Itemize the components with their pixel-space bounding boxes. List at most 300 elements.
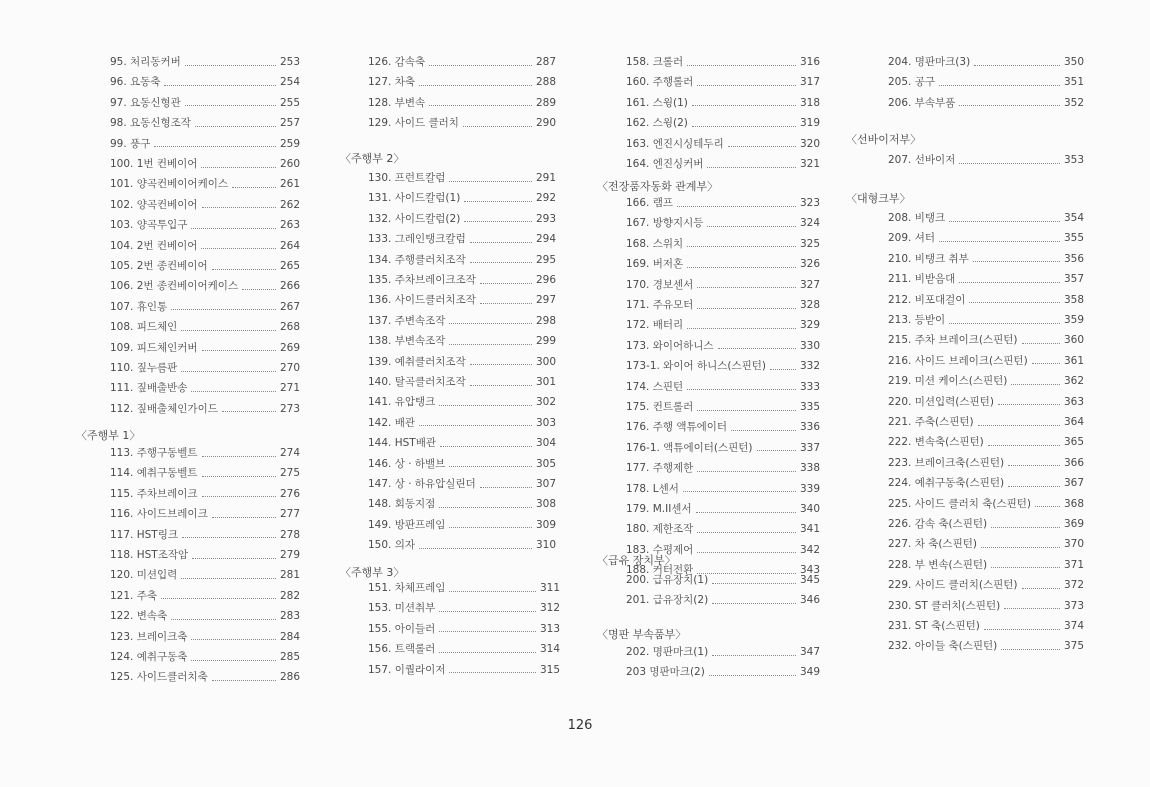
index-entry [368, 93, 556, 113]
dot-leader [1022, 343, 1060, 344]
entry-page-number: 321 [799, 158, 820, 170]
entry-page-number: 341 [799, 523, 820, 536]
entry-label: 131. 사이드칼럼(1) [368, 192, 461, 205]
index-entry [626, 295, 820, 315]
entry-page-number: 370 [1063, 538, 1084, 551]
index-entry [888, 534, 1084, 554]
entry-page-number: 296 [535, 274, 556, 286]
entry-page-number: 284 [279, 630, 300, 643]
dot-leader [201, 167, 276, 168]
section-heading: 〈주행부 1〉 [76, 429, 141, 442]
entry-label: 176-1. 액튜에이터(스핀턴) [626, 441, 753, 454]
dot-leader [712, 583, 796, 584]
dot-leader [949, 221, 1060, 222]
index-entry [368, 331, 556, 351]
dot-leader [449, 344, 532, 345]
index-entry [888, 249, 1084, 269]
page-number: 126 [567, 718, 593, 733]
entry-page-number: 309 [535, 518, 556, 531]
dot-leader [687, 246, 796, 247]
entry-page-number: 275 [279, 467, 300, 480]
entry-page-number: 262 [279, 198, 300, 211]
dot-leader [463, 126, 532, 127]
entry-label: 112. 짚배출체인가이드 [110, 402, 218, 415]
entry-page-number: 292 [535, 192, 556, 205]
dot-leader [949, 323, 1060, 324]
dot-leader [939, 241, 1060, 242]
entry-label: 125. 사이드클러치축 [110, 671, 208, 684]
dot-leader [697, 85, 796, 86]
entry-label: 147. 상 · 하유압실린더 [368, 478, 476, 490]
entry-page-number: 364 [1063, 416, 1084, 428]
entry-page-number: 318 [799, 96, 820, 109]
dot-leader [697, 287, 796, 288]
index-entry [888, 93, 1084, 113]
dot-leader [969, 302, 1060, 303]
dot-leader [429, 105, 532, 106]
entry-label: 168. 스위치 [626, 237, 684, 250]
entry-label: 129. 사이드 클러치 [368, 117, 459, 130]
entry-page-number: 267 [279, 300, 300, 313]
entry-label: 167. 방향지시등 [626, 217, 704, 230]
entry-page-number: 327 [799, 278, 820, 291]
entry-label: 225. 사이드 클러치 축(스핀턴) [888, 497, 1032, 510]
section-heading: 〈주행부 2〉 [340, 152, 405, 165]
index-entry [368, 229, 556, 249]
entry-label: 121. 주축 [110, 589, 158, 602]
dot-leader [757, 450, 796, 451]
entry-page-number: 336 [799, 421, 820, 434]
index-entry [110, 484, 300, 504]
entry-label: 212. 비포대걸이 [888, 293, 966, 306]
dot-leader [164, 85, 275, 86]
entry-page-number: 276 [279, 487, 300, 500]
dot-leader [1008, 486, 1060, 487]
index-entry [368, 494, 556, 514]
index-entry [110, 399, 300, 419]
entry-label: 132. 사이드칼럼(2) [368, 212, 461, 225]
dot-leader [1011, 384, 1060, 385]
index-entry [626, 154, 820, 174]
entry-page-number: 324 [799, 217, 820, 230]
index-entry [368, 535, 556, 555]
entry-page-number: 330 [799, 339, 820, 352]
index-entry [110, 72, 300, 92]
entry-label: 96. 요동축 [110, 76, 161, 89]
entry-label: 204. 명판마크(3) [888, 56, 971, 68]
dot-leader [195, 126, 276, 127]
dot-leader [991, 527, 1060, 528]
entry-page-number: 295 [535, 253, 556, 266]
entry-label: 183. 수평제어 [626, 543, 694, 556]
index-entry [626, 72, 820, 92]
entry-page-number: 283 [279, 610, 300, 623]
entry-label: 120. 미션입력 [110, 569, 178, 582]
dot-leader [978, 425, 1060, 426]
dot-leader [692, 126, 796, 127]
dot-leader [974, 65, 1060, 66]
entry-page-number: 342 [799, 543, 820, 556]
section-heading: 〈선바이저부〉 [846, 133, 922, 146]
entry-page-number: 305 [535, 457, 556, 470]
index-entry [888, 453, 1084, 473]
entry-label: 153. 미션취부 [368, 602, 436, 615]
index-entry [110, 215, 300, 235]
index-entry [626, 642, 820, 662]
section-heading: 〈대형크부〉 [846, 192, 911, 205]
index-entry [888, 636, 1084, 656]
dot-leader [687, 65, 796, 66]
entry-page-number: 254 [279, 76, 300, 89]
index-entry [368, 113, 556, 133]
entry-page-number: 333 [799, 380, 820, 393]
dot-leader [697, 532, 796, 533]
index-entry [368, 311, 556, 331]
index-entry [626, 662, 820, 682]
entry-page-number: 274 [279, 447, 300, 459]
section-heading: 〈주행부 3〉 [340, 566, 405, 579]
index-entry [888, 432, 1084, 452]
entry-page-number: 361 [1063, 354, 1084, 367]
entry-page-number: 310 [535, 539, 556, 552]
entry-page-number: 339 [799, 482, 820, 495]
index-entry [626, 499, 820, 519]
index-entry [368, 474, 556, 494]
entry-label: 226. 감속 축(스핀턴) [888, 518, 988, 530]
dot-leader [998, 404, 1060, 405]
index-entry [368, 413, 556, 433]
dot-leader [439, 507, 532, 508]
dot-leader [201, 248, 276, 249]
entry-label: 155. 아이들러 [368, 622, 436, 635]
index-entry [888, 494, 1084, 514]
entry-page-number: 374 [1063, 620, 1084, 632]
dot-leader [154, 146, 276, 147]
entry-page-number: 287 [535, 56, 556, 68]
index-entry [368, 290, 556, 310]
entry-label: 219. 미션 케이스(스핀턴) [888, 375, 1008, 388]
entry-label: 223. 브레이크축(스핀턴) [888, 456, 1005, 469]
dot-leader [439, 611, 536, 612]
entry-page-number: 367 [1063, 477, 1084, 490]
dot-leader [939, 85, 1060, 86]
entry-page-number: 343 [799, 564, 820, 577]
entry-label: 201. 급유장치(2) [626, 594, 709, 607]
index-entry [110, 236, 300, 256]
index-entry [888, 514, 1084, 534]
entry-page-number: 345 [799, 574, 820, 586]
index-entry [626, 377, 820, 397]
entry-label: 158. 크롤러 [626, 56, 684, 68]
entry-label: 172. 배터리 [626, 319, 684, 332]
entry-label: 205. 공구 [888, 76, 936, 89]
dot-leader [181, 330, 276, 331]
entry-page-number: 257 [279, 117, 300, 130]
dot-leader [464, 221, 532, 222]
entry-page-number: 359 [1063, 314, 1084, 326]
dot-leader [1032, 363, 1060, 364]
dot-leader [232, 187, 276, 188]
entry-page-number: 269 [279, 341, 300, 354]
entry-page-number: 291 [535, 172, 556, 184]
entry-label: 127. 차축 [368, 76, 416, 89]
index-entry [368, 515, 556, 535]
entry-label: 134. 주행클러치조작 [368, 253, 466, 266]
dot-leader [191, 639, 276, 640]
dot-leader [981, 547, 1060, 548]
entry-page-number: 329 [799, 319, 820, 332]
entry-page-number: 301 [535, 376, 556, 388]
entry-label: 215. 주차 브레이크(스핀턴) [888, 334, 1018, 347]
entry-page-number: 340 [799, 503, 820, 515]
entry-page-number: 320 [799, 137, 820, 150]
entry-label: 107. 휴인통 [110, 300, 168, 313]
dot-leader [171, 619, 276, 620]
entry-label: 166. 램프 [626, 197, 674, 209]
entry-label: 224. 예취구동축(스핀턴) [888, 477, 1005, 490]
index-entry [368, 454, 556, 474]
entry-label: 138. 부변속조작 [368, 335, 446, 348]
dot-leader [202, 476, 276, 477]
entry-label: 163. 엔진시싱테두리 [626, 137, 724, 150]
dot-leader [712, 603, 796, 604]
entry-label: 110. 짚누름판 [110, 362, 178, 374]
entry-page-number: 266 [279, 280, 300, 293]
entry-label: 180. 제한조작 [626, 523, 694, 536]
index-entry [626, 213, 820, 233]
index-entry [626, 458, 820, 478]
dot-leader [449, 672, 536, 673]
entry-label: 100. 1번 컨베이어 [110, 158, 198, 170]
dot-leader [731, 430, 796, 431]
entry-page-number: 304 [535, 437, 556, 450]
index-entry [888, 208, 1084, 228]
entry-label: 144. HST배관 [368, 437, 436, 450]
dot-leader [697, 471, 796, 472]
entry-label: 118. HST조작암 [110, 549, 189, 561]
dot-leader [185, 105, 276, 106]
index-entry [888, 150, 1084, 170]
entry-label: 109. 피드체인커버 [110, 341, 198, 354]
entry-page-number: 311 [539, 582, 560, 594]
index-entry [368, 52, 556, 72]
dot-leader [709, 675, 796, 676]
entry-page-number: 354 [1063, 212, 1084, 224]
dot-leader [212, 680, 276, 681]
entry-page-number: 358 [1063, 293, 1084, 306]
entry-page-number: 372 [1063, 579, 1084, 592]
dot-leader [439, 405, 532, 406]
entry-page-number: 286 [279, 671, 300, 684]
entry-page-number: 357 [1063, 273, 1084, 286]
entry-page-number: 338 [799, 462, 820, 475]
index-entry [110, 443, 300, 463]
entry-page-number: 366 [1063, 456, 1084, 469]
entry-label: 142. 배관 [368, 416, 416, 429]
entry-page-number: 288 [535, 76, 556, 89]
entry-label: 148. 회동지점 [368, 498, 436, 511]
index-entry [110, 297, 300, 317]
entry-label: 161. 스윙(1) [626, 96, 688, 109]
index-entry [888, 310, 1084, 330]
entry-page-number: 255 [279, 96, 300, 109]
dot-leader [419, 85, 532, 86]
entry-page-number: 373 [1063, 599, 1084, 612]
entry-page-number: 253 [279, 56, 300, 68]
entry-page-number: 315 [539, 663, 560, 676]
entry-page-number: 352 [1063, 96, 1084, 109]
index-entry [368, 270, 556, 290]
dot-leader [181, 578, 276, 579]
dot-leader [480, 283, 532, 284]
index-entry [110, 378, 300, 398]
index-entry [888, 575, 1084, 595]
index-entry [368, 72, 556, 92]
entry-page-number: 299 [535, 335, 556, 348]
dot-leader [687, 389, 796, 390]
entry-page-number: 314 [539, 643, 560, 656]
entry-page-number: 360 [1063, 334, 1084, 347]
index-entry [626, 193, 820, 213]
dot-leader [212, 269, 276, 270]
entry-label: 188. 커터전환 [626, 564, 694, 577]
entry-label: 211. 비받음대 [888, 273, 956, 286]
index-entry [626, 134, 820, 154]
entry-label: 160. 주행롤러 [626, 76, 694, 89]
dot-leader [959, 105, 1060, 106]
dot-leader [973, 261, 1060, 262]
entry-label: 123. 브레이크축 [110, 630, 188, 643]
dot-leader [707, 167, 796, 168]
index-entry [626, 336, 820, 356]
entry-label: 170. 경보센서 [626, 278, 694, 291]
index-entry [888, 371, 1084, 391]
index-entry [368, 250, 556, 270]
index-entry [110, 93, 300, 113]
entry-label: 176. 주행 액튜에이터 [626, 421, 728, 434]
dot-leader [464, 201, 532, 202]
index-entry [110, 504, 300, 524]
entry-page-number: 279 [279, 549, 300, 561]
entry-page-number: 325 [799, 237, 820, 250]
dot-leader [991, 567, 1060, 568]
entry-page-number: 282 [279, 589, 300, 602]
dot-leader [202, 496, 276, 497]
entry-label: 213. 등받이 [888, 314, 946, 326]
dot-leader [242, 289, 276, 290]
entry-page-number: 298 [535, 314, 556, 327]
entry-label: 228. 부 변속(스핀턴) [888, 558, 988, 571]
entry-label: 135. 주차브레이크조작 [368, 274, 476, 286]
index-entry [888, 555, 1084, 575]
entry-page-number: 346 [799, 594, 820, 607]
entry-page-number: 362 [1063, 375, 1084, 388]
dot-leader [988, 445, 1060, 446]
entry-label: 208. 비탱크 [888, 212, 946, 224]
index-entry [626, 479, 820, 499]
entry-label: 175. 컨트롤러 [626, 401, 694, 413]
index-entry [110, 647, 300, 667]
dot-leader [470, 364, 532, 365]
index-entry [626, 113, 820, 133]
entry-label: 140. 탈곡클러치조작 [368, 376, 466, 388]
index-entry [110, 52, 300, 72]
dot-leader [419, 425, 532, 426]
entry-page-number: 294 [535, 233, 556, 246]
index-entry [626, 254, 820, 274]
entry-page-number: 261 [279, 178, 300, 191]
dot-leader [449, 181, 532, 182]
dot-leader [683, 491, 796, 492]
index-entry [110, 174, 300, 194]
index-entry [888, 228, 1084, 248]
index-entry [888, 269, 1084, 289]
dot-leader [728, 146, 796, 147]
index-entry [888, 392, 1084, 412]
dot-leader [440, 446, 532, 447]
index-entry [110, 463, 300, 483]
index-entry [110, 195, 300, 215]
entry-page-number: 347 [799, 646, 820, 658]
dot-leader [470, 262, 532, 263]
entry-label: 102. 양곡컨베이어 [110, 198, 198, 211]
entry-page-number: 273 [279, 402, 300, 415]
entry-page-number: 260 [279, 158, 300, 170]
dot-leader [429, 65, 532, 66]
entry-label: 210. 비탱크 취부 [888, 252, 969, 265]
entry-label: 151. 차체프레임 [368, 582, 446, 594]
dot-leader [1022, 588, 1060, 589]
entry-page-number: 371 [1063, 558, 1084, 571]
entry-label: 139. 예취클러치조작 [368, 355, 466, 368]
entry-page-number: 337 [799, 441, 820, 454]
index-entry [110, 525, 300, 545]
entry-label: 220. 미션입력(스핀턴) [888, 395, 994, 408]
entry-page-number: 265 [279, 260, 300, 272]
index-entry [368, 639, 560, 659]
entry-label: 115. 주차브레이크 [110, 487, 198, 500]
entry-page-number: 363 [1063, 395, 1084, 408]
dot-leader [419, 548, 532, 549]
entry-label: 171. 주유모터 [626, 299, 694, 311]
index-entry [110, 338, 300, 358]
entry-label: 97. 요동신형관 [110, 96, 181, 109]
entry-label: 98. 요동신형조작 [110, 117, 191, 130]
entry-label: 222. 변속축(스핀턴) [888, 436, 984, 449]
entry-label: 111. 짚배출반송 [110, 382, 188, 395]
dot-leader [697, 308, 796, 309]
entry-label: 146. 상 · 하밸브 [368, 457, 446, 470]
dot-leader [1035, 506, 1060, 507]
entry-label: 99. 풍구 [110, 137, 151, 150]
entry-label: 95. 처리동커버 [110, 56, 181, 68]
entry-page-number: 268 [279, 321, 300, 334]
entry-label: 157. 이퀄라이저 [368, 663, 446, 676]
entry-label: 128. 부변속 [368, 96, 426, 109]
entry-page-number: 323 [799, 197, 820, 209]
index-entry [888, 616, 1084, 636]
entry-page-number: 289 [535, 96, 556, 109]
dot-leader [697, 410, 796, 411]
dot-leader [470, 242, 532, 243]
index-entry [626, 519, 820, 539]
index-entry [368, 660, 560, 680]
entry-label: 137. 주변속조작 [368, 314, 446, 327]
entry-page-number: 328 [799, 299, 820, 311]
dot-leader [202, 350, 276, 351]
dot-leader [181, 371, 276, 372]
entry-label: 114. 예취구동벨트 [110, 467, 198, 480]
